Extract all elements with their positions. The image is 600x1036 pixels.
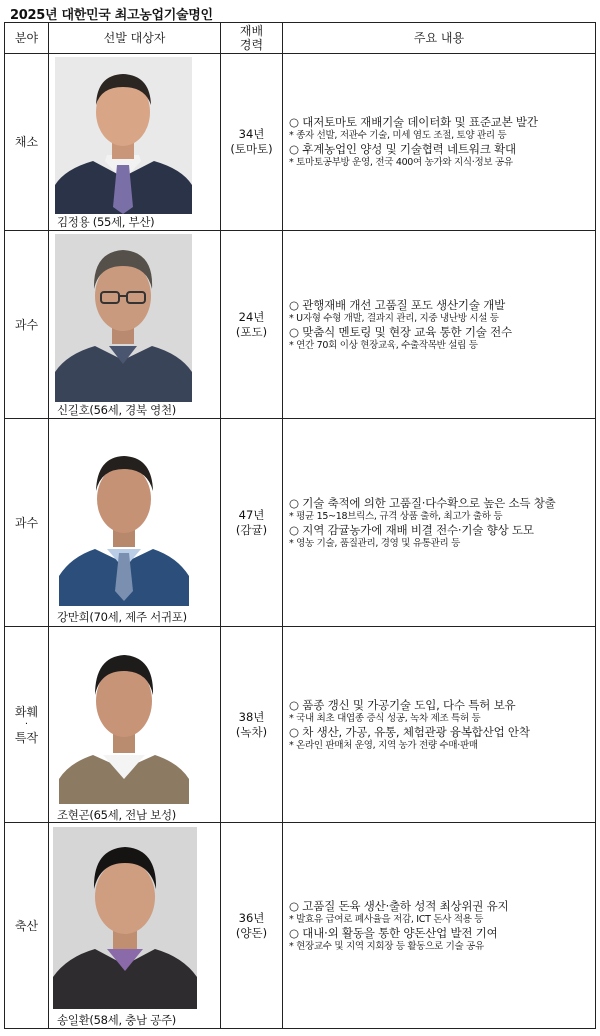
career-crop: (감귤) (235, 522, 268, 537)
person-cell (49, 54, 221, 231)
content-sub-item: * 국내 최초 대엽종 증식 성공, 녹차 제조 특허 등 (289, 712, 481, 724)
content-sub-item: * 토마토공부방 운영, 전국 400여 농가와 지식·정보 공유 (289, 157, 513, 168)
career-years: 47년 (238, 507, 265, 522)
table-row (5, 54, 596, 231)
content-item: ○ 맞춤식 멘토링 및 현장 교육 통한 기술 전수 (289, 324, 512, 339)
career-cell (221, 54, 283, 231)
category-label: 화훼 (14, 704, 39, 719)
category-label: 축산 (14, 918, 39, 933)
portrait-photo (55, 234, 192, 402)
category-label: 과수 (14, 317, 39, 332)
content-sub-item: * 평균 15~18브릭스, 규격 상품 출하, 최고가 출하 등 (289, 510, 503, 522)
career-cell (221, 823, 283, 1029)
career-years: 38년 (238, 709, 265, 724)
header-career (221, 23, 283, 54)
content-sub-item: * U자형 수형 개발, 결과지 관리, 지중 냉난방 시설 등 (289, 312, 499, 324)
person-caption: 강만희(70세, 제주 서귀포) (57, 610, 187, 624)
career-years: 34년 (238, 127, 265, 141)
category-label-2: 특작 (14, 730, 39, 745)
content-sub-item: * 영농 기술, 품질관리, 경영 및 유통관리 등 (289, 537, 460, 549)
table-row (5, 823, 596, 1029)
person-caption: 송일환(58세, 충남 공주) (57, 1013, 176, 1027)
header-person: 선발 대상자 (49, 23, 221, 54)
content-sub-item: * 종자 선발, 저관수 기술, 미세 염도 조절, 토양 관리 등 (289, 130, 507, 141)
content-cell (283, 54, 596, 231)
portrait-photo (59, 639, 189, 804)
content-cell (283, 823, 596, 1029)
content-item: ○ 기술 축적에 의한 고품질·다수확으로 높은 소득 창출 (289, 495, 556, 510)
content-cell (283, 231, 596, 419)
category-cell (5, 231, 49, 419)
category-label: 과수 (14, 515, 39, 530)
category-cell (5, 54, 49, 231)
content-item: ○ 고품질 돈육 생산·출하 성적 최상위권 유지 (289, 898, 509, 913)
content-item: ○ 지역 감귤농가에 재배 비결 전수·기술 향상 도모 (289, 522, 534, 537)
career-crop: (토마토) (230, 142, 273, 156)
person-cell (49, 627, 221, 823)
content-sub-item: * 연간 70회 이상 현장교육, 수출작목반 설립 등 (289, 339, 478, 351)
category-cell (5, 823, 49, 1029)
table-row (5, 627, 596, 823)
page-title: 2025년 대한민국 최고농업기술명인 (10, 8, 213, 23)
content-item: ○ 관행재배 개선 고품질 포도 생산기술 개발 (289, 297, 506, 312)
category-cell (5, 419, 49, 627)
portrait-photo (59, 441, 189, 606)
header-career-line1: 재배 (239, 24, 264, 38)
category-separator: · (24, 718, 29, 730)
content-cell (283, 627, 596, 823)
person-cell (49, 419, 221, 627)
content-cell (283, 419, 596, 627)
career-cell (221, 419, 283, 627)
career-crop: (녹차) (235, 724, 268, 739)
content-item: ○ 대저토마토 재배기술 데이터화 및 표준교본 발간 (289, 115, 538, 129)
content-item: ○ 차 생산, 가공, 유통, 체험관광 융복합산업 안착 (289, 724, 530, 739)
person-cell (49, 823, 221, 1029)
career-years: 36년 (238, 910, 265, 925)
career-crop: (포도) (235, 324, 268, 339)
content-sub-item: * 온라인 판매처 운영, 지역 농가 전량 수매·판매 (289, 739, 478, 751)
content-item: ○ 품종 갱신 및 가공기술 도입, 다수 특허 보유 (289, 697, 516, 712)
table-row (5, 231, 596, 419)
person-caption: 조현곤(65세, 전남 보성) (57, 808, 176, 822)
career-cell (221, 627, 283, 823)
header-career-line2: 경력 (239, 38, 264, 52)
career-crop: (양돈) (235, 925, 268, 940)
career-years: 24년 (238, 309, 265, 324)
career-cell (221, 231, 283, 419)
header-content: 주요 내용 (283, 23, 596, 54)
portrait-photo (53, 827, 197, 1009)
person-cell (49, 231, 221, 419)
person-caption: 김정용 (55세, 부산) (57, 215, 155, 229)
content-sub-item: * 발효유 급여로 폐사율을 저감, ICT 돈사 적용 등 (289, 913, 484, 925)
table-row (5, 419, 596, 627)
content-item: ○ 후계농업인 양성 및 기술협력 네트워크 확대 (289, 142, 516, 156)
category-cell (5, 627, 49, 823)
content-sub-item: * 현장교수 및 지역 지회장 등 활동으로 기술 공유 (289, 940, 484, 952)
content-item: ○ 대내·외 활동을 통한 양돈산업 발전 기여 (289, 925, 498, 940)
awardee-table (4, 22, 596, 1029)
portrait-photo (55, 57, 192, 214)
table-header-row (5, 23, 596, 54)
header-category: 분야 (5, 23, 49, 54)
category-label: 채소 (14, 135, 39, 149)
person-caption: 신길호(56세, 경북 영천) (57, 403, 176, 417)
